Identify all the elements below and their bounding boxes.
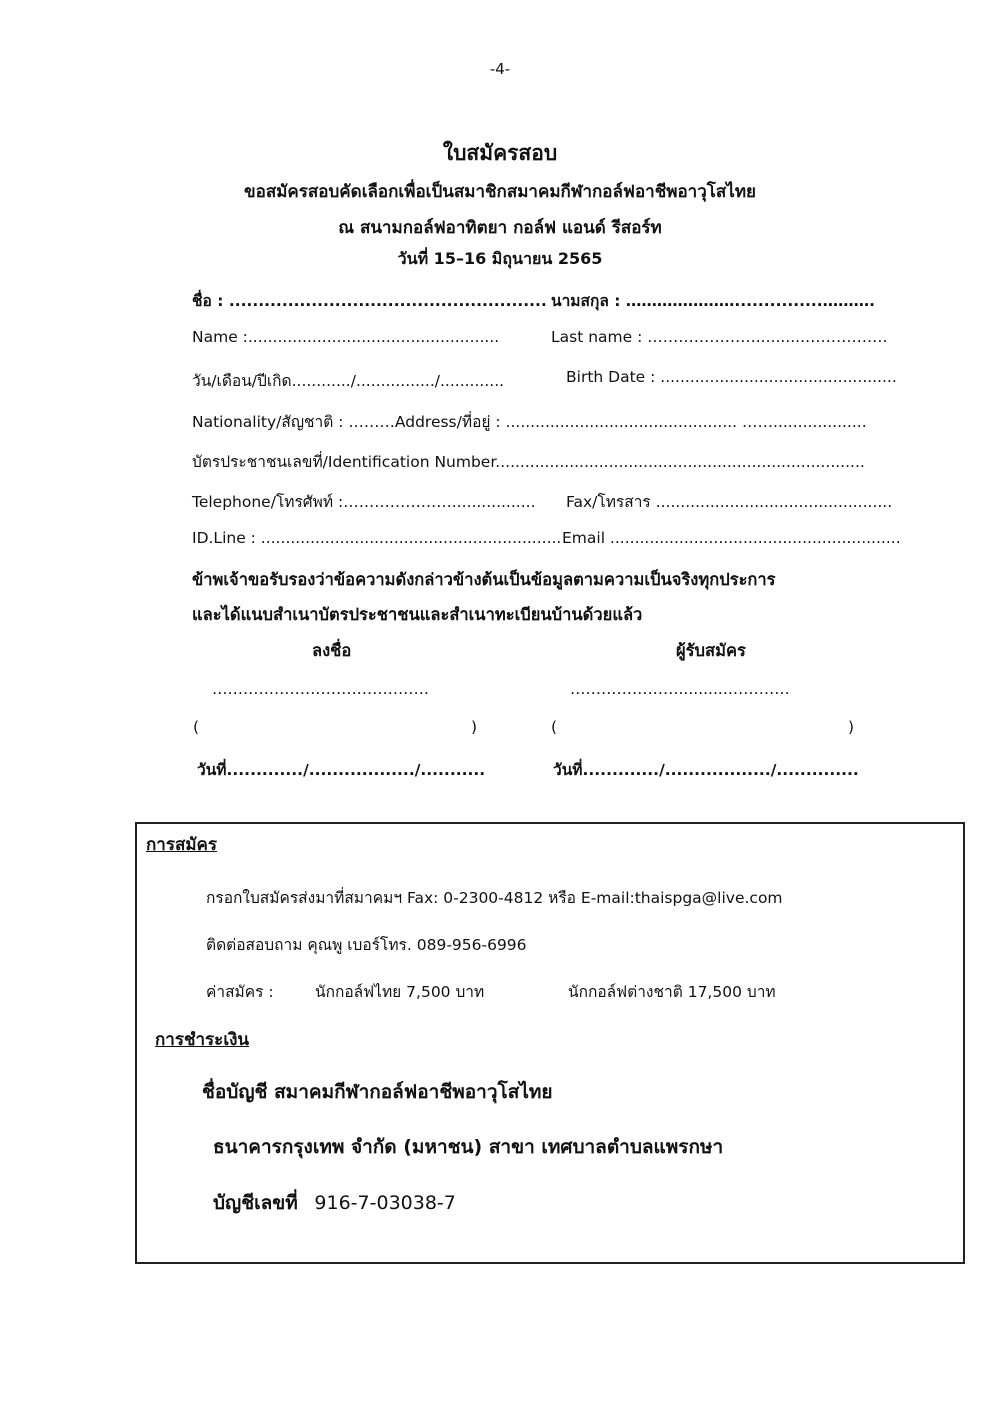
page-number: -4-: [489, 60, 511, 78]
contact-info: ติดต่อสอบถาม คุณพู เบอร์โทร. 089-956-6996: [206, 936, 527, 954]
submit-info: กรอกใบสมัครส่งมาที่สมาคมฯ Fax: 0-2300-4812 หรือ E-mail:thaispga@live.com: [206, 889, 783, 907]
id-number-field[interactable]: บัตรประชาชนเลขที่/Identification Number...........................................................................: [192, 453, 865, 471]
applicant-signature-line[interactable]: ……………………………………: [212, 680, 429, 698]
last-name-th-field[interactable]: นามสกุล : …………………...............……….: [551, 292, 876, 310]
applicant-name-paren-open: (: [193, 718, 200, 736]
venue: ณ สนามกอล์ฟอาทิตยา กอล์ฟ แอนด์ รีสอร์ท: [338, 218, 662, 238]
receiver-signature-line[interactable]: …………………..........…………: [570, 680, 790, 698]
birth-date-en-field[interactable]: Birth Date : ................................................: [566, 368, 897, 386]
nationality-address-field[interactable]: Nationality/สัญชาติ : ………Address/ที่อยู่ : ............................................... ……...................: [192, 413, 867, 431]
email-field[interactable]: Email ...........................................................: [562, 529, 901, 547]
fee-foreign: นักกอล์ฟต่างชาติ 17,500 บาท: [568, 983, 776, 1001]
name-en-field[interactable]: Name :...................................................: [192, 328, 500, 346]
telephone-field[interactable]: Telephone/โทรศัพท์ :………………….................: [192, 493, 536, 511]
certification-line-2: และได้แนบสำเนาบัตรประชาชนและสำเนาทะเบียนบ้านด้วยแล้ว: [192, 605, 643, 624]
account-number: 916-7-03038-7: [314, 1192, 456, 1214]
bank-branch: ธนาคารกรุงเทพ จำกัด (มหาชน) สาขา เทศบาลตำบลแพรกษา: [213, 1136, 724, 1158]
fax-field[interactable]: Fax/โทรสาร ................................................: [566, 493, 893, 511]
receiver-name-paren-close: ): [848, 718, 855, 736]
account-name: ชื่อบัญชี สมาคมกีฬากอล์ฟอาชีพอาวุโสไทย: [202, 1081, 553, 1103]
last-name-en-field[interactable]: Last name : …………………..........…………….: [551, 328, 888, 346]
applicant-name-paren-close: ): [471, 718, 478, 736]
applicant-sign-label: ลงชื่อ: [312, 641, 352, 660]
fee-thai: นักกอล์ฟไทย 7,500 บาท: [315, 983, 485, 1001]
exam-date: วันที่ 15–16 มิถุนายน 2565: [397, 249, 603, 268]
certification-line-1: ข้าพเจ้าขอรับรองว่าข้อความดังกล่าวข้างต้นเป็นข้อมูลตามความเป็นจริงทุกประการ: [192, 570, 776, 589]
account-number-label: บัญชีเลขที่: [213, 1192, 298, 1214]
fee-label: ค่าสมัคร :: [206, 983, 274, 1001]
receiver-name-paren-open: (: [551, 718, 558, 736]
account-number-row: [213, 1188, 456, 1218]
applicant-date-field[interactable]: วันที่............./................../...........: [197, 761, 486, 779]
first-name-th-field[interactable]: ชื่อ : ......................................................: [192, 292, 547, 310]
receiver-date-field[interactable]: วันที่............./................../..............: [553, 761, 859, 779]
receiver-sign-label: ผู้รับสมัคร: [676, 641, 746, 660]
form-title: ใบสมัครสอบ: [442, 141, 558, 165]
dob-th-field[interactable]: วัน/เดือน/ปีเกิด............/................/.............: [192, 372, 505, 390]
payment-heading: การชำระเงิน: [155, 1030, 250, 1050]
id-line-field[interactable]: ID.Line : .............................................................: [192, 529, 562, 547]
application-info-box: [135, 822, 965, 1264]
application-heading: การสมัคร: [146, 835, 218, 855]
form-subtitle: ขอสมัครสอบคัดเลือกเพื่อเป็นสมาชิกสมาคมกีฬากอล์ฟอาชีพอาวุโสไทย: [244, 182, 756, 202]
